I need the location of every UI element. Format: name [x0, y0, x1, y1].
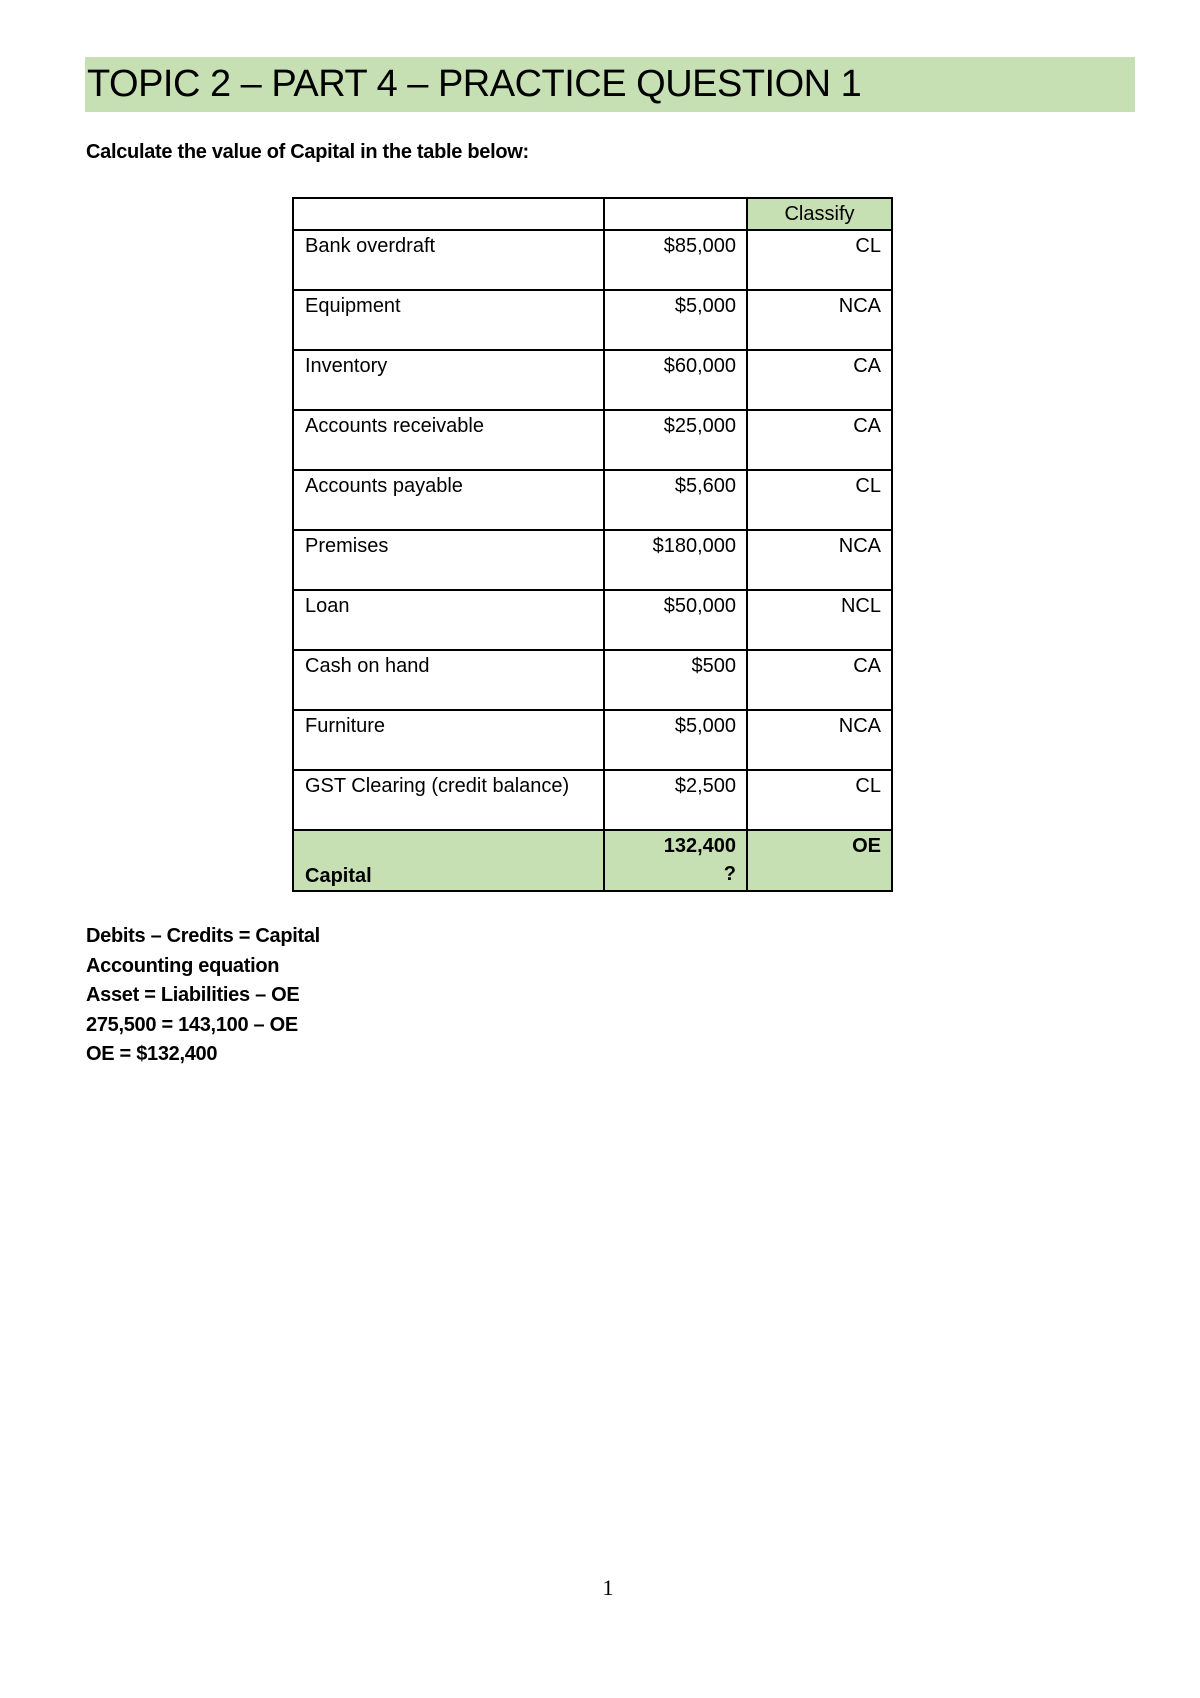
account-amount: $60,000	[663, 355, 736, 377]
account-classification: NCA	[838, 715, 881, 737]
header-name-cell	[293, 198, 604, 230]
account-name: Inventory	[305, 355, 388, 377]
account-amount: $5,000	[674, 715, 736, 737]
account-name: Equipment	[305, 295, 401, 317]
working-line: OE = $132,400	[86, 1043, 218, 1065]
instruction-text: Calculate the value of Capital in the table below:	[86, 141, 529, 163]
table-row	[293, 290, 892, 350]
working-notes	[86, 922, 320, 1070]
account-classification: CA	[853, 655, 881, 677]
working-line: 275,500 = 143,100 – OE	[86, 1013, 298, 1036]
account-classification: NCA	[838, 535, 881, 557]
account-name: Bank overdraft	[305, 235, 436, 257]
table-row	[293, 410, 892, 470]
page-number: 1	[602, 1575, 614, 1600]
capital-amount-answer: 132,400	[663, 835, 736, 857]
table-row	[293, 470, 892, 530]
account-name: Loan	[305, 595, 350, 617]
table-row	[293, 710, 892, 770]
account-amount: $25,000	[663, 415, 736, 437]
table-row	[293, 230, 892, 290]
table-row	[293, 530, 892, 590]
account-name: GST Clearing (credit balance)	[305, 775, 570, 797]
account-name: Premises	[305, 535, 389, 557]
working-line: Accounting equation	[86, 954, 280, 977]
account-classification: CL	[855, 775, 881, 797]
account-amount: $500	[691, 655, 736, 677]
header-classify-cell: Classify	[747, 198, 892, 230]
table-row	[293, 770, 892, 830]
account-classification: CA	[853, 415, 881, 437]
account-amount: $5,000	[674, 295, 736, 317]
capital-classification: OE	[852, 835, 881, 857]
account-classification: NCA	[838, 295, 881, 317]
capital-row	[293, 830, 892, 891]
page-title-banner	[85, 57, 1135, 112]
account-name: Accounts payable	[305, 475, 463, 497]
table-row	[293, 350, 892, 410]
header-amount-cell	[604, 198, 747, 230]
account-amount: $180,000	[652, 535, 736, 557]
account-classification: CL	[855, 235, 881, 257]
capital-label: Capital	[305, 865, 372, 887]
account-classification-table	[292, 197, 893, 892]
account-amount: $50,000	[663, 595, 736, 617]
account-name: Cash on hand	[305, 655, 430, 677]
table-row	[293, 590, 892, 650]
page-title: TOPIC 2 – PART 4 – PRACTICE QUESTION 1	[87, 63, 862, 105]
table-row	[293, 650, 892, 710]
account-amount: $5,600	[674, 475, 736, 497]
capital-amount-placeholder: ?	[723, 863, 736, 885]
working-line: Asset = Liabilities – OE	[86, 984, 300, 1006]
account-amount: $2,500	[674, 775, 736, 797]
table-header-row	[293, 198, 892, 230]
account-name: Accounts receivable	[305, 415, 484, 437]
account-amount: $85,000	[663, 235, 736, 257]
account-name: Furniture	[305, 715, 386, 737]
working-line: Debits – Credits = Capital	[86, 925, 320, 947]
account-classification: CL	[855, 475, 881, 497]
account-classification: NCL	[840, 595, 881, 617]
account-classification: CA	[853, 355, 881, 377]
